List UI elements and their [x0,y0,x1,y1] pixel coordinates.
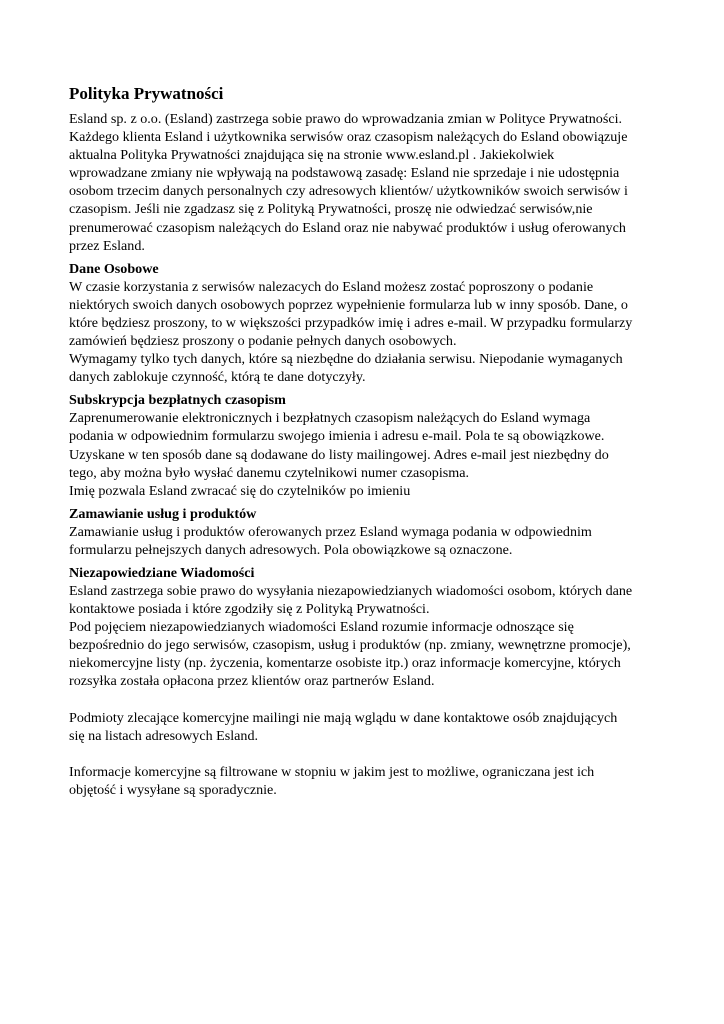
text-line: zamówień będziesz proszony o podanie pełnych danych osobowych. [69,333,457,350]
text-line: tego, aby można było wysłać danemu czytelnikowi numer czasopisma. [69,464,469,481]
page-title: Polityka Prywatności [69,84,224,103]
text-line: Wymagamy tylko tych danych, które są niezbędne do działania serwisu. Niepodanie wymaganych [69,351,623,368]
text-line: wprowadzane zmiany nie wpływają na podstawową zasadę: Esland nie sprzedaje i nie udostępnia [69,165,620,182]
text-line: Pod pojęciem niezapowiedzianych wiadomości Esland rozumie informacje odnoszące się [69,619,574,636]
section-heading-zamawianie: Zamawianie usług i produktów [69,505,257,522]
text-line: rozsyłka została opłacona przez klientów oraz partnerów Esland. [69,673,435,690]
document-page [69,84,669,799]
intro-paragraph [69,110,669,255]
section-body-zamawianie [69,523,669,559]
text-line: niektórych swoich danych osobowych poprzez wypełnienie formularza lub w inny sposób. Dane, o [69,296,628,313]
text-line: się na listach adresowych Esland. [69,727,259,744]
text-line: przez Esland. [69,237,145,254]
paragraph-spacer [69,745,669,763]
section-body-dane-osobowe [69,278,669,387]
closing-paragraph-mailingi [69,709,669,745]
text-line: czasopism. Jeśli nie zgadzasz się z Polityką Prywatności, proszę nie odwiedzać serwisów,nie [69,201,593,218]
text-line: podania w odpowiednim formularzu swojego imienia i adresu e-mail. Pola te są obowiązkowe. [69,428,605,445]
text-line: Każdego klienta Esland i użytkownika serwisów oraz czasopism należących do Esland obowiązuje [69,129,628,146]
text-line: które będziesz proszony, to w większości przypadków imię i adres e-mail. W przypadku formularzy [69,314,633,331]
text-line: Uzyskane w ten sposób dane są dodawane do listy mailingowej. Adres e-mail jest niezbędny do [69,446,609,463]
text-line: Esland zastrzega sobie prawo do wysyłania niezapowiedzianych wiadomości osobom, których dane [69,582,633,599]
text-line: Zamawianie usług i produktów oferowanych przez Esland wymaga podania w odpowiednim [69,523,592,540]
section-heading-subskrypcja: Subskrypcja bezpłatnych czasopism [69,392,286,409]
text-line: objętość i wysyłane są sporadycznie. [69,782,277,798]
text-line: Esland sp. z o.o. (Esland) zastrzega sobie prawo do wprowadzania zmian w Polityce Prywatności. [69,111,623,127]
text-line: kontaktowe posiada i które zgodziły się z Polityką Prywatności. [69,601,430,618]
text-line: Podmioty zlecające komercyjne mailingi nie mają wglądu w dane kontaktowe osób znajdujących [69,709,618,726]
closing-paragraph-filtrowanie [69,763,669,799]
text-line: danych zablokuje czynność, którą te dane dotyczyły. [69,369,366,386]
text-line: Zaprenumerowanie elektronicznych i bezpłatnych czasopism należących do Esland wymaga [69,410,591,427]
section-body-niezapowiedziane [69,582,669,691]
text-line: prenumerować czasopism należących do Esland oraz nie nabywać produktów i usług oferowanych [69,219,626,236]
paragraph-spacer [69,691,669,709]
text-line: W czasie korzystania z serwisów nalezacych do Esland możesz zostać poproszony o podanie [69,278,594,295]
text-line: Informacje komercyjne są filtrowane w stopniu w jakim jest to możliwe, ograniczana jest ich [69,763,595,780]
text-line: Imię pozwala Esland zwracać się do czytelników po imieniu [69,482,411,499]
section-body-subskrypcja [69,409,669,499]
text-line: aktualna Polityka Prywatności znajdująca się na stronie www.esland.pl . Jakiekolwiek [69,147,555,164]
text-line: niekomercyjne listy (np. życzenia, komentarze osobiste itp.) oraz informacje komercyjne, których [69,655,621,672]
text-line: bezpośrednio do jego serwisów, czasopism, usług i produktów (np. zmiany, wewnętrzne promocje), [69,637,631,654]
section-heading-niezapowiedziane: Niezapowiedziane Wiadomości [69,564,255,581]
text-line: formularzu pełnejszych danych adresowych. Pola obowiązkowe są oznaczone. [69,541,513,558]
text-line: osobom trzecim danych personalnych czy adresowych klientów/ użytkowników swoich serwisów i [69,183,628,200]
section-heading-dane-osobowe: Dane Osobowe [69,260,159,277]
